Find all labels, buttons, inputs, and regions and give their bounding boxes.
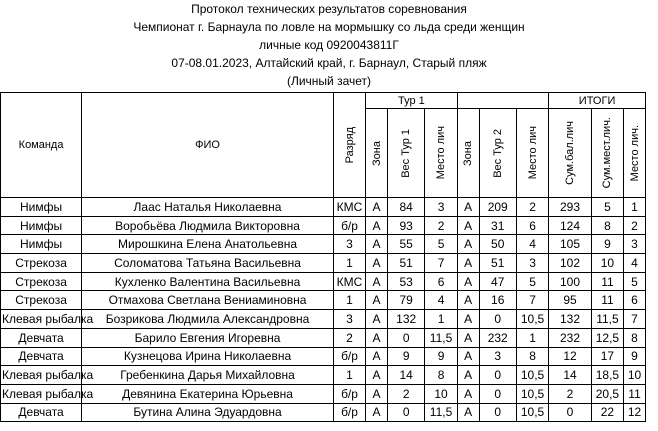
weight2-cell[interactable]: 0 [479, 403, 516, 422]
sum-points-cell[interactable]: 293 [549, 198, 592, 217]
place1-cell[interactable]: 9 [425, 347, 457, 366]
zone2-cell[interactable]: А [457, 235, 479, 254]
rank-cell[interactable]: 3 [333, 310, 365, 329]
sum-points-cell[interactable]: 124 [549, 216, 592, 235]
place1-cell[interactable]: 2 [425, 216, 457, 235]
weight1-cell[interactable]: 14 [387, 366, 424, 385]
zone2-cell[interactable]: А [457, 310, 479, 329]
code-line: личные код 0920043811Г [259, 38, 399, 52]
place1-cell[interactable]: 5 [425, 235, 457, 254]
team-cell[interactable]: Стрекоза [1, 272, 82, 291]
fio-cell[interactable]: Кузнецова Ирина Николаевна [82, 347, 334, 366]
header-team: Команда [1, 93, 82, 198]
weight1-cell[interactable]: 51 [387, 254, 424, 273]
rank-cell[interactable]: б/р [333, 216, 365, 235]
team-cell[interactable]: Девчата [1, 403, 82, 422]
fio-cell[interactable]: Мирошкина Елена Анатольевна [82, 235, 334, 254]
final-place-cell[interactable]: 11 [624, 384, 646, 403]
sum-places-cell[interactable]: 17 [591, 347, 623, 366]
team-cell[interactable]: Клевая рыбалка [1, 366, 82, 385]
place2-cell[interactable]: 2 [516, 198, 548, 217]
zone1-cell[interactable]: А [366, 328, 388, 347]
header-tour2-group [457, 93, 549, 109]
final-place-cell[interactable]: 8 [624, 328, 646, 347]
weight1-cell[interactable]: 2 [387, 384, 424, 403]
fio-cell[interactable]: Гребенкина Дарья Михайловна [82, 366, 334, 385]
table-row [1, 272, 646, 291]
results-body [1, 198, 646, 422]
final-place-cell[interactable]: 5 [624, 272, 646, 291]
zone1-cell[interactable]: А [366, 403, 388, 422]
sum-points-cell[interactable]: 12 [549, 347, 592, 366]
sum-points-cell[interactable]: 95 [549, 291, 592, 310]
zone2-cell[interactable]: А [457, 272, 479, 291]
table-row [1, 254, 646, 273]
header-zone1-text: Зона [370, 140, 383, 166]
fio-cell[interactable]: Отмахова Светлана Вениаминовна [82, 291, 334, 310]
zone2-cell[interactable]: А [457, 384, 479, 403]
weight1-cell[interactable]: 55 [387, 235, 424, 254]
rank-cell[interactable]: 1 [333, 254, 365, 273]
header-place2 [516, 109, 548, 198]
header-place1 [425, 109, 457, 198]
rank-cell[interactable]: 1 [333, 366, 365, 385]
zone1-cell[interactable]: А [366, 198, 388, 217]
sum-points-cell[interactable]: 100 [549, 272, 592, 291]
place2-cell[interactable]: 8 [516, 347, 548, 366]
sum-places-cell[interactable]: 11 [591, 272, 623, 291]
header-sum-points-text: Сум.бал.лич [563, 121, 576, 185]
sum-places-cell[interactable]: 22 [591, 403, 623, 422]
table-row [1, 384, 646, 403]
zone2-cell[interactable]: А [457, 291, 479, 310]
date-location-line: 07-08.01.2023, Алтайский край, г. Барнаул, Старый пляж [171, 56, 487, 70]
place2-cell[interactable]: 3 [516, 254, 548, 273]
place1-cell[interactable]: 1 [425, 310, 457, 329]
sum-places-cell[interactable]: 11,5 [591, 310, 623, 329]
place1-cell[interactable]: 10 [425, 384, 457, 403]
team-cell[interactable]: Клевая рыбалка [1, 310, 82, 329]
place2-cell[interactable]: 4 [516, 235, 548, 254]
weight1-cell[interactable]: 9 [387, 347, 424, 366]
rank-cell[interactable]: 3 [333, 235, 365, 254]
final-place-cell[interactable]: 1 [624, 198, 646, 217]
fio-cell[interactable]: Бозрикова Людмила Александровна [82, 310, 334, 329]
table-row [1, 216, 646, 235]
sum-points-cell[interactable]: 102 [549, 254, 592, 273]
place1-cell[interactable]: 6 [425, 272, 457, 291]
zone2-cell[interactable]: А [457, 198, 479, 217]
header-rank-text: Разряд [343, 126, 356, 164]
table-row [1, 198, 646, 217]
results-table [0, 92, 646, 422]
weight2-cell[interactable]: 31 [479, 216, 516, 235]
place2-cell[interactable]: 5 [516, 272, 548, 291]
weight1-cell[interactable]: 53 [387, 272, 424, 291]
sum-places-cell[interactable]: 11 [591, 291, 623, 310]
place2-cell[interactable]: 7 [516, 291, 548, 310]
fio-cell[interactable]: Барило Евгения Игоревна [82, 328, 334, 347]
header-tour1: Тур 1 [366, 93, 458, 109]
sum-places-cell[interactable]: 18,5 [591, 366, 623, 385]
sum-places-cell[interactable]: 10 [591, 254, 623, 273]
place2-cell[interactable]: 10,5 [516, 366, 548, 385]
header-zone1 [366, 109, 388, 198]
header-weight2 [479, 109, 516, 198]
header-place2-text: Место лич [526, 126, 539, 180]
zone2-cell[interactable]: А [457, 216, 479, 235]
weight1-cell[interactable]: 93 [387, 216, 424, 235]
table-row [1, 328, 646, 347]
final-place-cell[interactable]: 3 [624, 235, 646, 254]
zone1-cell[interactable]: А [366, 310, 388, 329]
sum-points-cell[interactable]: 2 [549, 384, 592, 403]
rank-cell[interactable]: КМС [333, 198, 365, 217]
sum-places-cell[interactable]: 12,5 [591, 328, 623, 347]
header-zone2 [457, 109, 479, 198]
rank-cell[interactable]: б/р [333, 384, 365, 403]
zone2-cell[interactable]: А [457, 328, 479, 347]
table-row [1, 366, 646, 385]
zone1-cell[interactable]: А [366, 272, 388, 291]
championship-title: Чемпионат г. Барнаула по ловле на мормышку со льда среди женщин [133, 20, 525, 34]
header-final-place [624, 109, 646, 198]
sum-places-cell[interactable]: 8 [591, 216, 623, 235]
header-weight1 [387, 109, 424, 198]
sum-points-cell[interactable]: 14 [549, 366, 592, 385]
fio-cell[interactable]: Соломатова Татьяна Васильевна [82, 254, 334, 273]
place2-cell[interactable]: 10,5 [516, 384, 548, 403]
place2-cell[interactable]: 6 [516, 216, 548, 235]
protocol-title: Протокол технических результатов соревнования [191, 2, 467, 16]
zone1-cell[interactable]: А [366, 366, 388, 385]
weight1-cell[interactable]: 79 [387, 291, 424, 310]
zone2-cell[interactable]: А [457, 254, 479, 273]
zone1-cell[interactable]: А [366, 216, 388, 235]
final-place-cell[interactable]: 7 [624, 310, 646, 329]
place1-cell[interactable]: 7 [425, 254, 457, 273]
weight1-cell[interactable]: 0 [387, 403, 424, 422]
team-cell[interactable]: Нимфы [1, 235, 82, 254]
zone1-cell[interactable]: А [366, 254, 388, 273]
final-place-cell[interactable]: 2 [624, 216, 646, 235]
place1-cell[interactable]: 4 [425, 291, 457, 310]
weight2-cell[interactable]: 232 [479, 328, 516, 347]
table-row [1, 291, 646, 310]
weight2-cell[interactable]: 51 [479, 254, 516, 273]
zone1-cell[interactable]: А [366, 347, 388, 366]
place1-cell[interactable]: 8 [425, 366, 457, 385]
fio-cell[interactable]: Кухленко Валентина Васильевна [82, 272, 334, 291]
rank-cell[interactable]: б/р [333, 403, 365, 422]
weight2-cell[interactable]: 0 [479, 366, 516, 385]
place2-cell[interactable]: 10,5 [516, 403, 548, 422]
sum-points-cell[interactable]: 0 [549, 403, 592, 422]
header-sum-points [549, 109, 592, 198]
weight2-cell[interactable]: 0 [479, 384, 516, 403]
header-totals: ИТОГИ [549, 93, 646, 109]
place2-cell[interactable]: 1 [516, 328, 548, 347]
sum-places-cell[interactable]: 9 [591, 235, 623, 254]
zone1-cell[interactable]: А [366, 384, 388, 403]
header-place1-text: Место лич [435, 126, 448, 180]
place1-cell[interactable]: 11,5 [425, 403, 457, 422]
team-cell[interactable]: Стрекоза [1, 291, 82, 310]
final-place-cell[interactable]: 10 [624, 366, 646, 385]
table-row [1, 347, 646, 366]
sum-points-cell[interactable]: 232 [549, 328, 592, 347]
zone1-cell[interactable]: А [366, 291, 388, 310]
rank-cell[interactable]: б/р [333, 347, 365, 366]
sum-points-cell[interactable]: 105 [549, 235, 592, 254]
weight2-cell[interactable]: 50 [479, 235, 516, 254]
team-cell[interactable]: Девчата [1, 328, 82, 347]
table-row [1, 403, 646, 422]
final-place-cell[interactable]: 12 [624, 403, 646, 422]
weight1-cell[interactable]: 0 [387, 328, 424, 347]
zone2-cell[interactable]: А [457, 347, 479, 366]
header-fio: ФИО [82, 93, 334, 198]
fio-cell[interactable]: Бутина Алина Эдуардовна [82, 403, 334, 422]
sum-points-cell[interactable]: 132 [549, 310, 592, 329]
rank-cell[interactable]: КМС [333, 272, 365, 291]
place2-cell[interactable]: 10,5 [516, 310, 548, 329]
weight2-cell[interactable]: 47 [479, 272, 516, 291]
weight2-cell[interactable]: 209 [479, 198, 516, 217]
weight2-cell[interactable]: 16 [479, 291, 516, 310]
weight1-cell[interactable]: 132 [387, 310, 424, 329]
fio-cell[interactable]: Воробьёва Людмила Викторовна [82, 216, 334, 235]
place1-cell[interactable]: 3 [425, 198, 457, 217]
header-weight1-text: Вес Тур 1 [400, 128, 413, 178]
header-final-place-text: Место лич. [628, 124, 641, 182]
team-cell[interactable]: Нимфы [1, 216, 82, 235]
weight2-cell[interactable]: 3 [479, 347, 516, 366]
weight1-cell[interactable]: 84 [387, 198, 424, 217]
header-sum-places [591, 109, 623, 198]
team-cell[interactable]: Нимфы [1, 198, 82, 217]
team-cell[interactable]: Девчата [1, 347, 82, 366]
header-zone2-text: Зона [462, 140, 475, 166]
rank-cell[interactable]: 2 [333, 328, 365, 347]
header-sum-places-text: Сум.мест.лич. [601, 117, 614, 189]
rank-cell[interactable]: 1 [333, 291, 365, 310]
team-cell[interactable]: Стрекоза [1, 254, 82, 273]
team-cell[interactable]: Клевая рыбалка [1, 384, 82, 403]
fio-cell[interactable]: Девянина Екатерина Юрьевна [82, 384, 334, 403]
table-row [1, 235, 646, 254]
final-place-cell[interactable]: 6 [624, 291, 646, 310]
zone1-cell[interactable]: А [366, 235, 388, 254]
sum-places-cell[interactable]: 20,5 [591, 384, 623, 403]
final-place-cell[interactable]: 4 [624, 254, 646, 273]
fio-cell[interactable]: Лаас Наталья Николаевна [82, 198, 334, 217]
table-row [1, 310, 646, 329]
place1-cell[interactable]: 11,5 [425, 328, 457, 347]
zone2-cell[interactable]: А [457, 403, 479, 422]
standing-type-line: (Личный зачет) [286, 74, 372, 88]
final-place-cell[interactable]: 9 [624, 347, 646, 366]
header-rank [333, 93, 365, 198]
header-weight2-text: Вес Тур 2 [491, 128, 504, 178]
zone2-cell[interactable]: А [457, 366, 479, 385]
sum-places-cell[interactable]: 5 [591, 198, 623, 217]
weight2-cell[interactable]: 0 [479, 310, 516, 329]
